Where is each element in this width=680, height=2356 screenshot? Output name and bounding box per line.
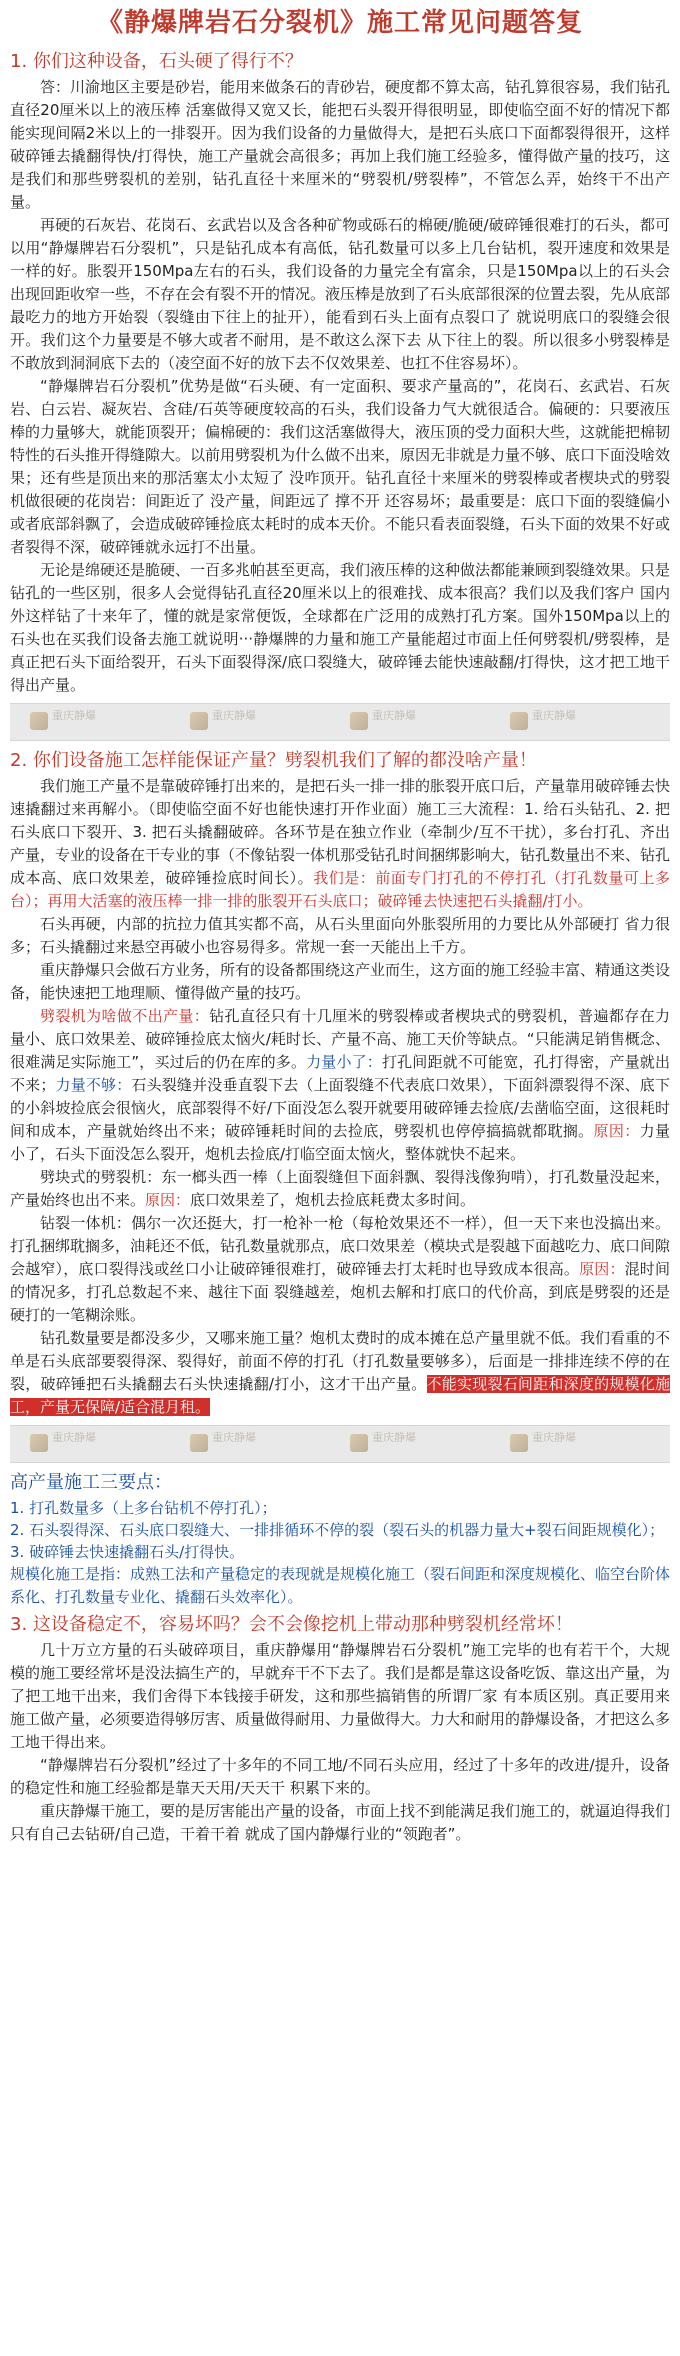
question-1-answer-paragraph-2: 再硬的石灰岩、花岗石、玄武岩以及含各种矿物或砾石的棉硬/脆硬/破碎锤很难打的石头，都可以用“静爆牌岩石分裂机”，只是钻孔成本有高低，钻孔数量可以多上几台钻机，裂开速度和效果是一样的好。胀裂开150Mpa左右的石头，我们设备的力量完全有富余，只是150Mpa以上的石头会出现回距收窄一些，不存在会有裂不开的情况。液压棒是放到了石头底部很深的位置去裂，先从底部最吃力的地方开始裂（裂缝由下往上的扯开），能看到石头上面有点裂口了 就说明底口的裂缝会很开。我们这个力量要是不够大或者不耐用，是不敢这么深下去 从下往上的裂。所以很多小劈裂棒是不敢放到洞洞底下去的（凌空面不好的放下去不仅效果差、也扛不住容易坏）。	[10, 216, 671, 372]
company-logo-icon	[30, 1434, 48, 1452]
question-2-paragraph-6: 钻裂一体机：偶尔一次还挺大，打一枪补一枪（每枪效果还不一样），但一天下来也没搞出来。打孔捆绑耽搁多，油耗还不低，钻孔数量就那点，底口效果差（模块式是裂越下面越吃力、底口间隙会越窄），底口裂得浅或丝口小让破碎锤很难打，破碎锤去打太耗时也导致成本很高。原因：混时间的情况多，打孔总数起不来、越往下面 裂缝越差，炮机去解和打底口的代价高，到底是劈裂的还是硬打的一笔糊涂账。	[10, 1214, 671, 1324]
question-2-paragraph-4: 劈裂机为啥做不出产量：钻孔直径只有十几厘米的劈裂棒或者楔块式的劈裂机，普遍都存在力量小、底口效果差、破碎锤捡底太恼火/耗时长、产量不高、施工天价等缺点。“只能满足销售概念、很难满足实际施工”，买过后的仍在库的多。力量小了：打孔间距就不可能宽，孔打得密，产量就出不来；力量不够：石头裂缝并没垂直裂下去（上面裂缝不代表底口效果），下面斜漂裂得不深、底下的小斜坡捡底会很恼火，底部裂得不好/下面没怎么裂开就要用破碎锤去捡底/去凿临空面，这很耗时间和成本，产量就始终出不来；破碎锤耗时间的去捡底，劈裂机也停停搞搞就都耽搁。原因：力量小了，石头下面没怎么裂开，炮机去捡底/打临空面太恼火，整体就快不起来。	[10, 1007, 670, 1163]
watermark: 重庆静爆	[30, 710, 150, 734]
watermark: 重庆静爆	[30, 1432, 150, 1456]
watermark-banner	[10, 1425, 670, 1463]
company-logo-icon	[510, 1434, 528, 1452]
question-2-heading: 2. 你们设备施工怎样能保证产量？劈裂机我们了解的都没啥产量！	[10, 750, 537, 771]
question-1-answer-paragraph-4: 无论是绵硬还是脆硬、一百多兆帕甚至更高，我们液压棒的这种做法都能兼顾到裂缝效果。只是钻孔的一些区别，很多人会觉得钻孔直径20厘米以上的很难找、成本很高？我们以及我们客户 国内外这样钻了十来年了，懂的就是家常便饭，全球都在广泛用的成熟打孔方案。国外150Mpa以上的石头也在买我们设备去施工就说明···静爆牌的力量和施工产量能超过市面上任何劈裂机/劈裂棒，是真正把石头下面给裂开，石头下面裂得深/底口裂缝大，破碎锤去能快速敲翻/打得快，这才把工地干得出产量。	[10, 561, 671, 694]
question-1-answer-paragraph-1: 答：川渝地区主要是砂岩，能用来做条石的青砂岩，硬度都不算太高，钻孔算很容易，我们钻孔直径20厘米以上的液压棒 活塞做得又宽又长，能把石头裂开得很明显，即使临空面不好的情况下都能实现间隔2米以上的一排裂开。因为我们设备的力量做得大，是把石头底口下面都裂得很开，这样破碎锤去撬翻得快/打得快，施工产量就会高很多；再加上我们施工经验多，懂得做产量的技巧，这是我们和那些劈裂机的差别，钻孔直径十来厘米的“劈裂机/劈裂棒”，不管怎么弄，始终干不出产量。	[10, 78, 671, 211]
watermark: 重庆静爆	[190, 1432, 310, 1456]
question-3-paragraph-1: 几十万立方量的石头破碎项目，重庆静爆用“静爆牌岩石分裂机”施工完毕的也有若干个，大规模的施工要经常坏是没法搞生产的，早就弃干不下去了。我们是都是靠这设备吃饭、靠这出产量，为了把工地干出来，我们舍得下本钱接手研发，这和那些搞销售的所谓厂家 有本质区别。真正要用来施工做产量，必须要造得够厉害、质量做得耐用、力量做得大。力大和耐用的静爆设备，才把这么多工地干得出来。	[10, 1641, 671, 1751]
hardness-explanation: 偏硬的：只要液压棒的力量够大，就能顶裂开；偏棉硬的：我们这活塞做得大，液压顶的受力面积大些，这就能把棉韧特性的石头推开得缝隙大。以前用劈裂机为什么做不出来，原因无非就是力量不够、底口下面没啥效果；还有些是顶出来的那活塞太小太短了 没咋顶开。钻孔直径十来厘米的劈裂棒或者楔块式的劈裂机做很硬的花岗岩：间距近了 没产量，间距远了 撑不开 还容易坏；最重要是：底口下面的裂缝偏小或者底部斜飘了，会造成破碎锤捡底太耗时的成本天价。不能只看表面裂缝，石头下面的效果不好或者裂得不深，破碎锤就永远打不出量。	[10, 400, 671, 556]
scale-construction-summary: 规模化施工是指：成熟工法和产量稳定的表现就是规模化施工（裂石间距和深度规模化、临空台阶体系化、打孔数量专业化、撬翻石头效率化）。	[10, 1565, 671, 1606]
splitter-low-output-label: 劈裂机为啥做不出产量：	[40, 1007, 210, 1025]
advantage-text: “静爆牌岩石分裂机”优势是做“石头硬、有一定面积、要求产量高的”，花岗石、玄武岩、石灰岩、白云岩、凝灰岩、含硅/石英等硬度较高的石头，我们设备力气大就很适合。	[10, 377, 670, 418]
company-logo-icon	[350, 1434, 368, 1452]
company-logo-icon	[350, 712, 368, 730]
key-point-2: 2. 石头裂得深、石头底口裂缝大、一排排循环不停的裂（裂石头的机器力量大+裂石间距规模化）；	[10, 1521, 665, 1539]
question-3-paragraph-3: 重庆静爆干施工，要的是厉害能出产量的设备，市面上找不到能满足我们施工的，就逼迫得我们只有自己去钻研/自己造，干着干着 就成了国内静爆行业的“领跑者”。	[10, 1802, 671, 1843]
watermark: 重庆静爆	[510, 710, 630, 734]
question-2-paragraph-1: 我们施工产量不是靠破碎锤打出来的，是把石头一排一排的胀裂开底口后，产量靠用破碎锤去快速撬翻过来再解小。（即使临空面不好也能快速打开作业面）施工三大流程：1. 给石头钻孔、2. 把石头底口下裂开、3. 把石头撬翻破碎。各环节是在独立作业（牵制少/互不干扰），多台打孔、齐出产量，专业的设备在干专业的事（不像钻裂一体机那受钻孔时间捆绑影响大，钻孔数量出不来、钻孔成本高、底口效果差，破碎锤捡底时间长）。我们是：前面专门打孔的不停打孔（打孔数量可上多台）；再用大活塞的液压棒一排一排的胀裂开石头底口；破碎锤去快速把石头撬翻/打小。	[10, 777, 671, 910]
company-logo-icon	[30, 712, 48, 730]
page-title: 《静爆牌岩石分裂机》施工常见问题答复	[96, 8, 583, 38]
watermark-banner	[10, 703, 670, 741]
warning-highlight: 不能实现裂石间距和深度的规模化施工，产量无保障/适合混月租。	[10, 1375, 670, 1416]
question-1-heading: 1. 你们这种设备，石头硬了得行不？	[10, 51, 303, 72]
watermark: 重庆静爆	[350, 1432, 470, 1456]
question-1-answer-paragraph-3	[10, 375, 670, 559]
question-2-paragraph-7: 钻孔数量要是都没多少，又哪来施工量？炮机太费时的成本摊在总产量里就不低。我们看重的不单是石头底部要裂得深、裂得好，前面不停的打孔（打孔数量要够多），后面是一排排连续不停的在裂，破碎锤把石头撬翻去石头快速撬翻/打小，这才干出产量。不能实现裂石间距和深度的规模化施工，产量无保障/适合混月租。	[10, 1329, 671, 1416]
company-logo-icon	[190, 712, 208, 730]
key-points-heading: 高产量施工三要点：	[10, 1472, 172, 1493]
watermark: 重庆静爆	[190, 710, 310, 734]
watermark: 重庆静爆	[350, 710, 470, 734]
question-2-paragraph-3: 重庆静爆只会做石方业务，所有的设备都围绕这产业而生，这方面的施工经验丰富、精通这类设备，能快速把工地理顺、懂得做产量的技巧。	[10, 961, 671, 1002]
company-logo-icon	[510, 712, 528, 730]
key-point-3: 3. 破碎锤去快速撬翻石头/打得快。	[10, 1543, 245, 1561]
question-2-paragraph-5: 劈块式的劈裂机：东一榔头西一棒（上面裂缝但下面斜飘、裂得浅像狗啃），打孔数量没起来，产量始终也出不来。原因：底口效果差了，炮机去捡底耗费太多时间。	[10, 1168, 670, 1209]
watermark: 重庆静爆	[510, 1432, 630, 1456]
company-logo-icon	[190, 1434, 208, 1452]
highlight-workflow: 我们是：前面专门打孔的不停打孔（打孔数量可上多台）；再用大活塞的液压棒一排一排的胀裂开石头底口；破碎锤去快速把石头撬翻/打小。	[10, 869, 670, 910]
question-3-heading: 3. 这设备稳定不，容易坏吗？会不会像挖机上带动那种劈裂机经常坏！	[10, 1614, 573, 1635]
question-2-paragraph-2: 石头再硬，内部的抗拉力值其实都不高，从石头里面向外胀裂所用的力要比从外部硬打 省力很多；石头撬翻过来悬空再破小也容易得多。常规一套一天能出上千方。	[10, 915, 670, 956]
key-point-1: 1. 打孔数量多（上多台钻机不停打孔）；	[10, 1499, 277, 1517]
question-3-paragraph-2: “静爆牌岩石分裂机”经过了十多年的不同工地/不同石头应用，经过了十多年的改进/提升，设备的稳定性和施工经验都是靠天天用/天天干 积累下来的。	[10, 1756, 670, 1797]
